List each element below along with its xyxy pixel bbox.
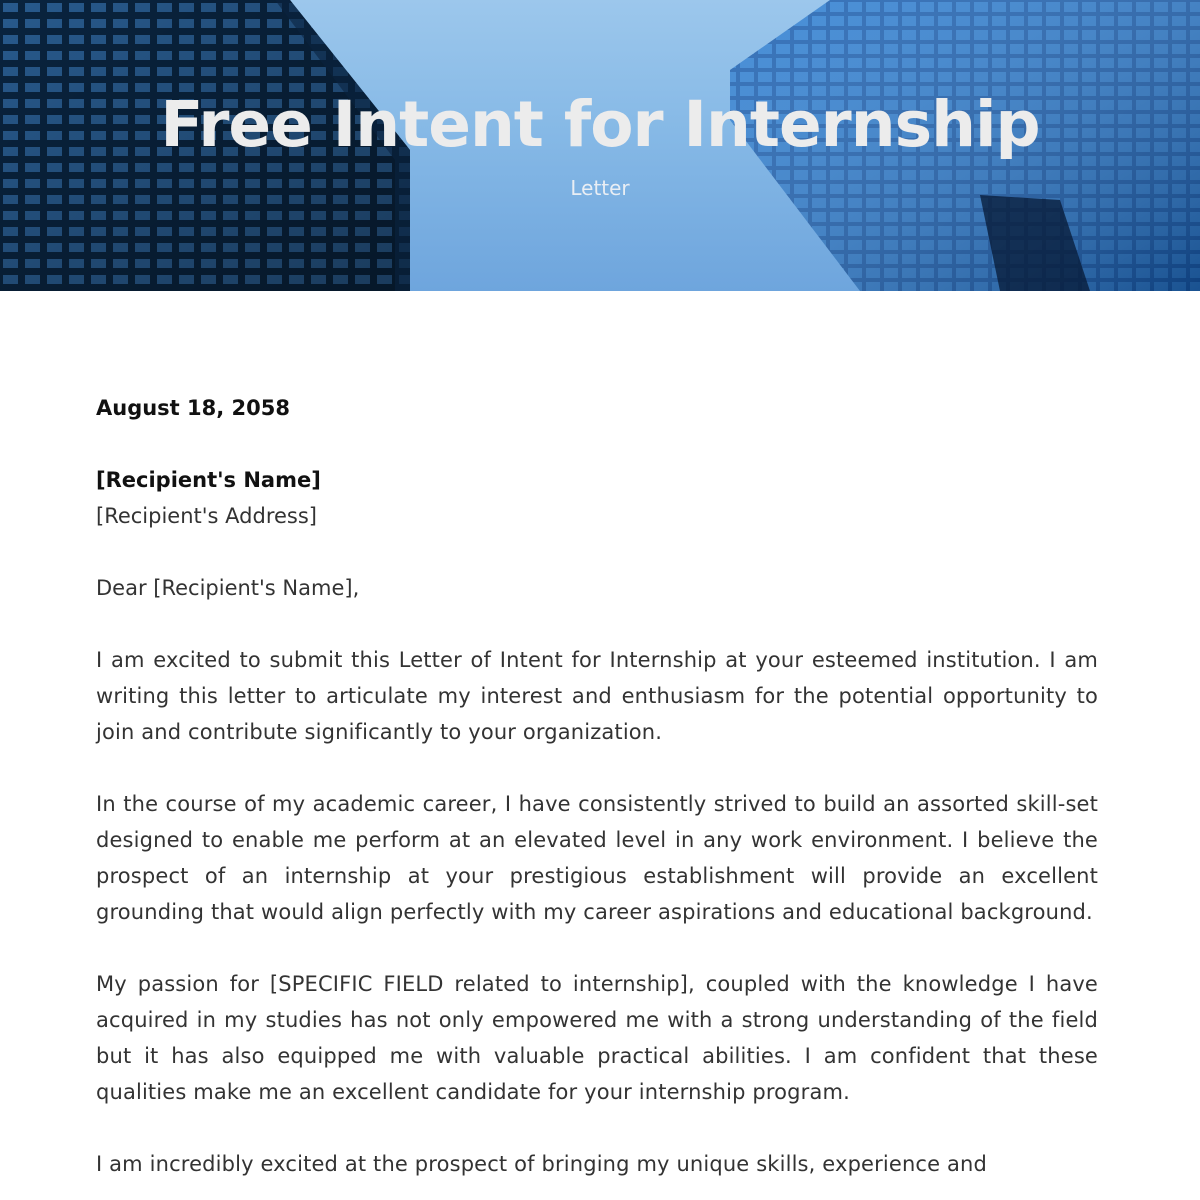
salutation: Dear [Recipient's Name], <box>96 576 360 600</box>
recipient-address: [Recipient's Address] <box>96 504 317 528</box>
banner-title: Free Intent for Internship <box>160 88 1040 161</box>
letter-date: August 18, 2058 <box>96 396 290 420</box>
letter-body <box>96 390 1098 1200</box>
paragraph-intro: I am excited to submit this Letter of Intent for Internship at your esteemed institution. I am writing this letter to articulate my interest and enthusiasm for the potential opportunity to join and contribute significantly to your organization. <box>96 648 1098 744</box>
recipient-block <box>96 462 1098 534</box>
paragraph-academic-career: In the course of my academic career, I have consistently strived to build an assorted skill-set designed to enable me perform at an elevated level in any work environment. I believe the prospect of an internship at your prestigious establishment will provide an excellent grounding that would align perfectly with my career aspirations and educational background. <box>96 792 1098 924</box>
paragraph-closing-partial: I am incredibly excited at the prospect of bringing my unique skills, experience and <box>96 1152 987 1176</box>
paragraph-passion: My passion for [SPECIFIC FIELD related to internship], coupled with the knowledge I have acquired in my studies has not only empowered me with a strong understanding of the field but it has also equipped me with valuable practical abilities. I am confident that these qualities make me an excellent candidate for your internship program. <box>96 972 1098 1104</box>
recipient-name: [Recipient's Name] <box>96 468 321 492</box>
banner-subtitle: Letter <box>570 176 630 200</box>
header-banner <box>0 0 1200 291</box>
